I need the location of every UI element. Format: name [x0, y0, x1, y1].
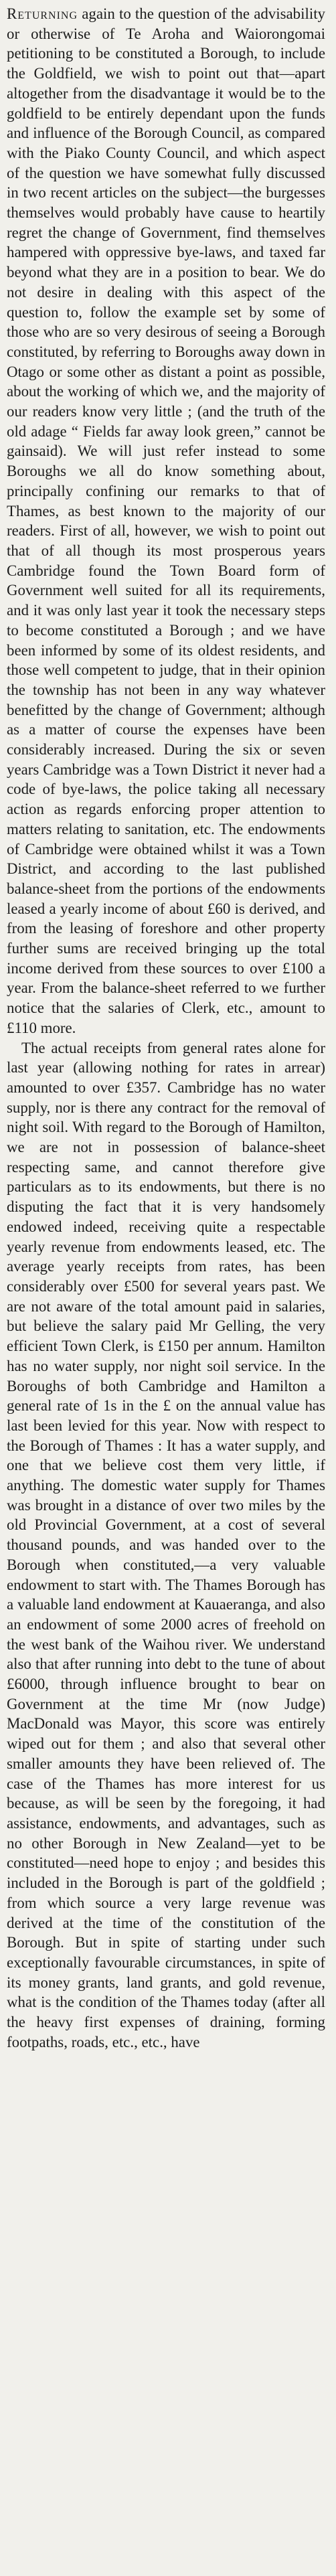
lead-word: Returning	[7, 5, 78, 22]
paragraph-1-text: again to the question of the advisability or otherwise of Te Aroha and Waiorongomai petitioning to be constituted a Borough, to include the Goldfield, we wish to point out that—apart altogether from the disadvantage it would be to the goldfield to be entirely dependant upon the funds and influence of the Borough Council, as compared with the Piako County Council, and which aspect of the question we have somewhat fully discussed in two recent articles on the subject—the burgesses themselves would probably have cause to heartily regret the change of Government, find themselves hampered with oppressive bye-laws, and taxed far beyond what they are in a position to bear. We do not desire in dealing with this aspect of the question to, follow the example set by some of those who are so very desirous of seeing a Borough constituted, by referring to Boroughs away down in Otago or some other as distant a point as possible, about the working of which we, and the majority of our readers know very little ; (and the truth of the old adage “ Fields far away look green,” cannot be gainsaid). We will just refer instead to some Boroughs we all do know something about, principally confining our remarks to that of Thames, as best known to the majority of our readers. First of all, however, we wish to point out that of all though its most prosperous years Cambridge found the Town Board form of Government well suited for all its requirements, and it was only last year it took the necessary steps to become constituted a Borough ; and we have been informed by some of its oldest residents, and those well competent to judge, that in their opinion the township has not been in any way whatever benefitted by the change of Government; although as a matter of course the expenses have been considerably increased. During the six or seven years Cambridge was a Town District it never had a code of bye-laws, the police taking all necessary action as regards enforcing proper attention to matters relating to sanitation, etc. The endowments of Cambridge were obtained whilst it was a Town District, and according to the last published balance-sheet from the portions of the endowments leased a yearly income of about £60 is derived, and from the leasing of foreshore and other property further sums are received bringing up the total income derived from these sources to over £100 a year. From the balance-sheet referred to we further notice that the salaries of Clerk, etc., amount to £110 more.	[7, 5, 325, 1036]
article-paragraph-1	[7, 4, 325, 1038]
article-paragraph-2: The actual receipts from general rates alone for last year (allowing nothing for rates in arrear) amounted to over £357. Cambridge has no water supply, nor is there any contract for the removal of night soil. With regard to the Borough of Hamilton, we are not in possession of balance-sheet respecting same, and cannot therefore give particulars as to its endowments, but there is no disputing the fact that it is very handsomely endowed indeed, receiving quite a respectable yearly revenue from endowments leased, etc. The average yearly receipts from rates, has been considerably over £500 for several years past. We are not aware of the total amount paid in salaries, but believe the salary paid Mr Gelling, the very efficient Town Clerk, is £150 per annum. Hamilton has no water supply, nor night soil service. In the Boroughs of both Cambridge and Hamilton a general rate of 1s in the £ on the annual value has last been levied for this year. Now with respect to the Borough of Thames : It has a water supply, and one that we believe cost them very little, if anything. The domestic water supply for Thames was brought in a distance of over two miles by the old Provincial Government, at a cost of several thousand pounds, and was handed over to the Borough when constituted,—a very valuable endowment to start with. The Thames Borough has a valuable land endowment at Kauaeranga, and also an endowment of some 2000 acres of freehold on the west bank of the Waihou river. We understand also that after running into debt to the tune of about £6000, through influence brought to bear on Government at the time Mr (now Judge) MacDonald was Mayor, this score was entirely wiped out for them ; and also that several other smaller amounts they have been relieved of. The case of the Thames has more interest for us because, as will be seen by the foregoing, it had assistance, endowments, and advantages, such as no other Borough in New Zealand—yet to be constituted—need hope to enjoy ; and besides this included in the Borough is part of the goldfield ; from which source a very large revenue was derived at the time of the constitution of the Borough. But in spite of starting under such exceptionally favourable circumstances, in spite of its money grants, land grants, and gold revenue, what is the condition of the Thames today (after all the heavy first expenses of draining, forming footpaths, roads, etc., etc., have	[7, 1039, 325, 2050]
